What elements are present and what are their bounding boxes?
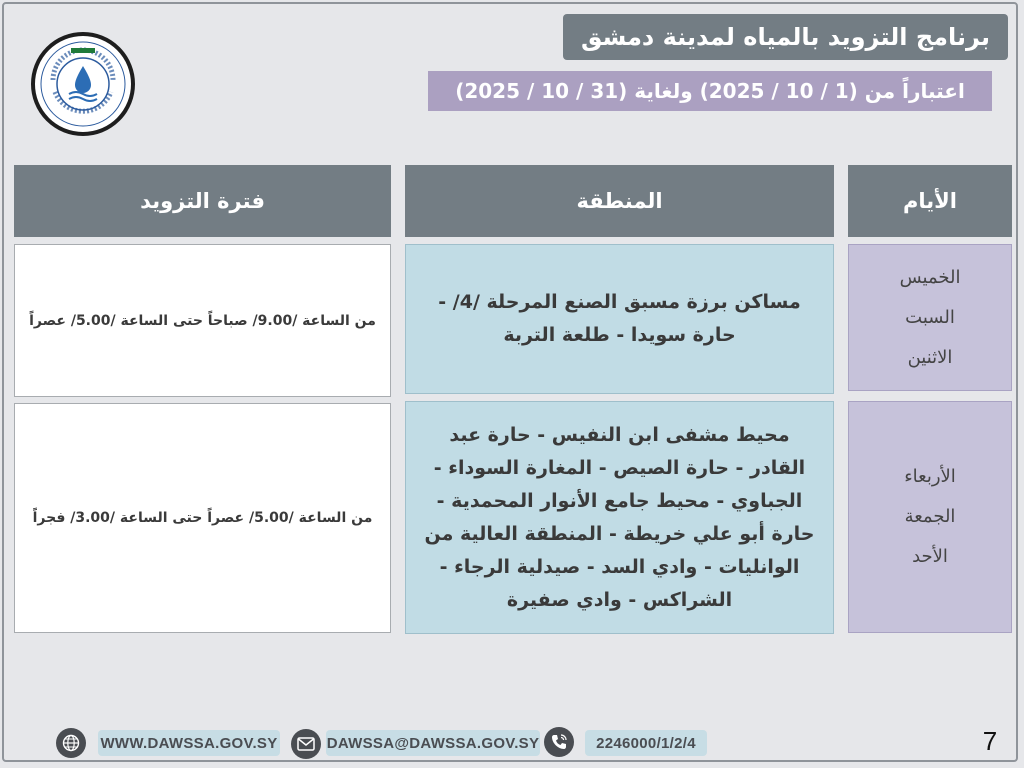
row2-area-text: محيط مشفى ابن النفيس - حارة عبد القادر - حارة الصيص - المغارة السوداء - الجباوي - محيط جامع الأنوار المحمدية - حارة أبو علي خريطة - المنطقة العالية من الوانليات - وادي السد - صيدلية الرجاء - الشراكس - وادي صفيرة bbox=[424, 423, 815, 611]
row1-day-3: الاثنين bbox=[907, 346, 953, 368]
row2-period bbox=[14, 403, 391, 633]
page-number: 7 bbox=[982, 726, 998, 756]
row2-area bbox=[405, 401, 834, 634]
row1-day-2: السبت bbox=[905, 306, 955, 328]
row1-period bbox=[14, 244, 391, 397]
mail-icon bbox=[291, 729, 321, 759]
row1-day-1: الخميس bbox=[899, 266, 961, 288]
website-link[interactable]: WWW.DAWSSA.GOV.SY bbox=[98, 730, 280, 756]
globe-icon bbox=[56, 728, 86, 758]
organization-logo bbox=[31, 32, 135, 136]
phone-icon bbox=[544, 727, 574, 757]
row2-period-text: من الساعة /5.00/ عصراً حتى الساعة /3.00/ فجراً bbox=[32, 510, 373, 526]
row1-days bbox=[848, 244, 1012, 391]
page-title: برنامج التزويد بالمياه لمدينة دمشق bbox=[563, 14, 1008, 60]
row1-area-text: مساكن برزة مسبق الصنع المرحلة /4/ - حارة سويدا - طلعة التربة bbox=[438, 291, 801, 346]
phone-number[interactable]: 2246000/1/2/4 bbox=[585, 730, 707, 756]
header-days: الأيام bbox=[848, 165, 1012, 237]
row2-day-2: الجمعة bbox=[904, 506, 956, 527]
header-period: فترة التزويد bbox=[14, 165, 391, 237]
header-area: المنطقة bbox=[405, 165, 834, 237]
row2-day-1: الأربعاء bbox=[904, 466, 956, 487]
row2-days bbox=[848, 401, 1012, 633]
date-range-subtitle: اعتباراً من (1 / 10 / 2025) ولغاية (31 / 10 / 2025) bbox=[428, 71, 992, 111]
row1-period-text: من الساعة /9.00/ صباحاً حتى الساعة /5.00/ عصراً bbox=[29, 312, 376, 329]
row1-area bbox=[405, 244, 834, 394]
row2-day-3: الأحد bbox=[912, 546, 948, 567]
email-link[interactable]: DAWSSA@DAWSSA.GOV.SY bbox=[326, 730, 540, 756]
